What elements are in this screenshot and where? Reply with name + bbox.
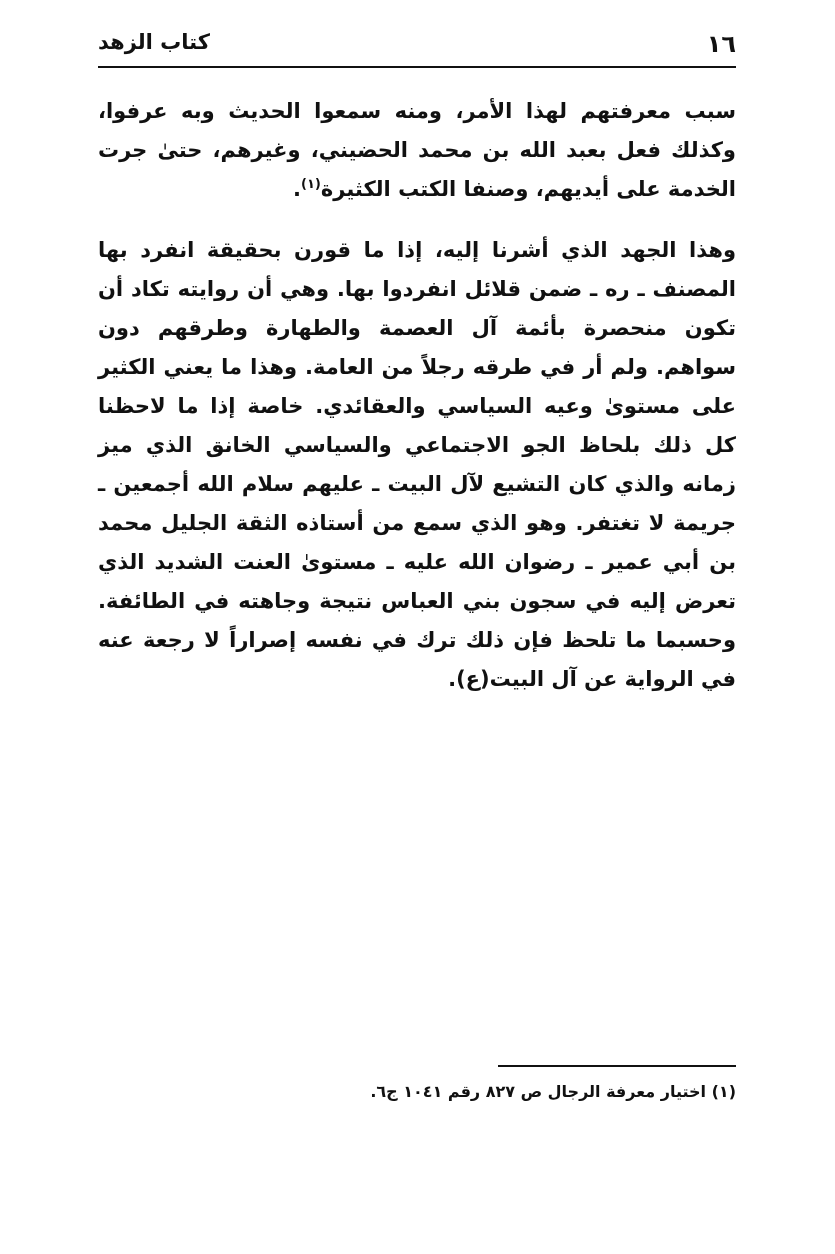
paragraph-1-ending: . [293, 177, 302, 201]
paragraph-2 [98, 231, 736, 699]
footnote: (١) اختيار معرفة الرجال ص ٨٢٧ رقم ١٠٤١ ج٦. [370, 1082, 736, 1101]
page-header [98, 28, 736, 66]
footnote-reference: (١) [301, 177, 321, 192]
header-rule [98, 66, 736, 68]
honorific-mark: (ع) [456, 667, 490, 691]
running-title: كتاب الزهد [98, 30, 210, 54]
paragraph-2-text: وهذا الجهد الذي أشرنا إليه، إذا ما قورن بحقيقة انفرد بها المصنف ـ ره ـ ضمن قلائل انفردوا بها. وهي أن روايته تكاد أن تكون منحصرة بأئمة آل العصمة والطهارة وطرقهم دون سواهم. ولم أر في طرقه رجلاً من العامة. وهذا ما يعني الكثير على مستوىٰ وعيه السياسي والعقائدي. خاصة إذا ما لاحظنا كل ذلك بلحاظ الجو الاجتماعي والسياسي الخانق الذي ميز زمانه والذي كان التشيع لآل البيت ـ عليهم سلام الله أجمعين ـ جريمة لا تغتفر. وهو الذي سمع من أستاذه الثقة الجليل محمد بن أبي عمير ـ رضوان الله عليه ـ مستوىٰ العنت الشديد الذي تعرض إليه في سجون بني العباس نتيجة وجاهته في الطائفة. وحسبما ما تلحظ فإن ذلك ترك في نفسه إصراراً لا رجعة عنه في الرواية عن آل البيت [98, 238, 736, 691]
footnote-separator [498, 1065, 736, 1067]
paragraph-2-ending: . [448, 667, 457, 691]
page-number: ١٦ [706, 30, 736, 58]
main-text [98, 92, 736, 699]
paragraph-1 [98, 92, 736, 209]
paragraph-1-text: سبب معرفتهم لهذا الأمر، ومنه سمعوا الحديث وبه عرفوا، وكذلك فعل بعبد الله بن محمد الحضيني، وغيرهم، حتىٰ جرت الخدمة على أيديهم، وصنفا الكتب الكثيرة [98, 99, 736, 201]
